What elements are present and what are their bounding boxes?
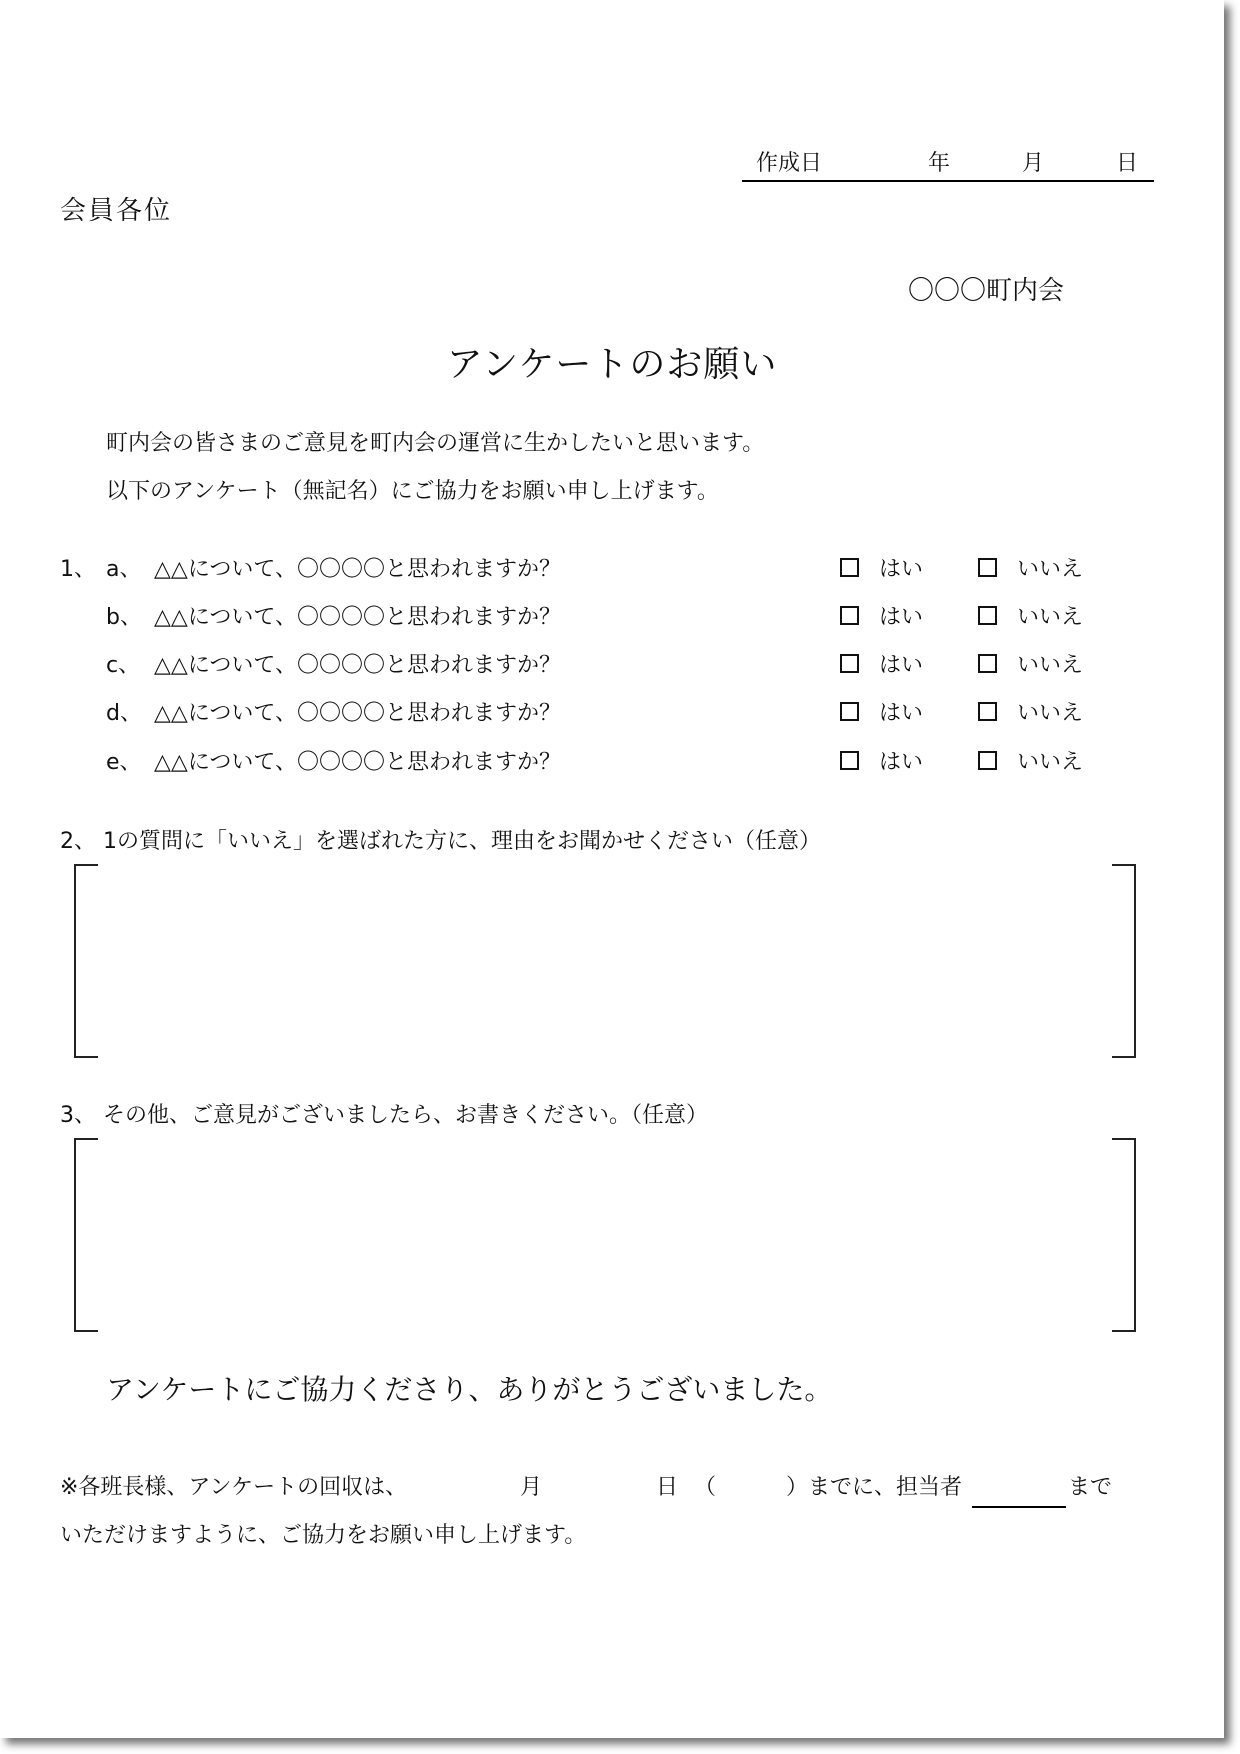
yes-option[interactable]: [840, 745, 923, 776]
yes-label: はい: [879, 750, 924, 775]
note-by: ）までに、担当者: [786, 1475, 963, 1500]
creation-date-line: [742, 142, 1154, 182]
checkbox-yes[interactable]: [840, 558, 859, 577]
intro-line-2: 以下のアンケート（無記名）にご協力をお願い申し上げます。: [106, 479, 719, 504]
note-prefix: ※各班長様、アンケートの回収は、: [60, 1475, 408, 1500]
question-letter: a、: [106, 557, 142, 582]
question-number: 1、: [60, 557, 96, 582]
bracket-right: [1112, 1138, 1136, 1332]
thanks-message: アンケートにご協力くださり、ありがとうございました。: [106, 1373, 833, 1406]
no-option[interactable]: [978, 648, 1083, 679]
yes-label: はい: [879, 653, 924, 678]
question-letter: b、: [106, 605, 142, 630]
yes-label: はい: [879, 605, 924, 630]
question-row-e: [60, 745, 1180, 779]
no-label: いいえ: [1017, 701, 1084, 726]
no-label: いいえ: [1017, 605, 1084, 630]
yes-option[interactable]: [840, 600, 923, 631]
yes-option[interactable]: [840, 696, 923, 727]
yes-option[interactable]: [840, 648, 923, 679]
addressee: 会員各位: [60, 196, 173, 226]
no-label: いいえ: [1017, 653, 1084, 678]
question-letter: e、: [106, 750, 142, 775]
question-row-b: [60, 600, 1180, 634]
question-row-c: [60, 648, 1180, 682]
question-letter: c、: [106, 653, 141, 678]
checkbox-no[interactable]: [978, 558, 997, 577]
checkbox-no[interactable]: [978, 751, 997, 770]
yes-label: はい: [879, 557, 924, 582]
bracket-right: [1112, 864, 1136, 1058]
month-label: 月: [1022, 151, 1045, 176]
no-label: いいえ: [1017, 750, 1084, 775]
organization-name: 〇〇〇町内会: [908, 276, 1065, 306]
note-line-2: いただけますように、ご協力をお願い申し上げます。: [60, 1523, 587, 1548]
yes-option[interactable]: [840, 552, 923, 583]
page-title: アンケートのお願い: [446, 344, 778, 385]
bracket-left: [74, 1138, 98, 1332]
question-3-label: 3、 その他、ご意見がございましたら、お書きください。（任意）: [60, 1103, 708, 1128]
checkbox-no[interactable]: [978, 654, 997, 673]
no-option[interactable]: [978, 745, 1083, 776]
question-row-a: [60, 552, 1180, 586]
question-2-label: 2、 1の質問に「いいえ」を選ばれた方に、理由をお聞かせください（任意）: [60, 829, 821, 854]
note-day: 日: [656, 1475, 679, 1500]
intro-line-1: 町内会の皆さまのご意見を町内会の運営に生かしたいと思います。: [106, 431, 765, 456]
person-in-charge-blank[interactable]: [972, 1506, 1066, 1508]
checkbox-yes[interactable]: [840, 606, 859, 625]
question-text: △△について、〇〇〇〇と思われますか？: [154, 701, 561, 726]
day-label: 日: [1116, 151, 1139, 176]
checkbox-no[interactable]: [978, 702, 997, 721]
question-letter: d、: [106, 701, 142, 726]
yes-label: はい: [879, 701, 924, 726]
checkbox-yes[interactable]: [840, 654, 859, 673]
note-month: 月: [520, 1475, 543, 1500]
year-label: 年: [928, 151, 951, 176]
no-option[interactable]: [978, 696, 1083, 727]
no-option[interactable]: [978, 600, 1083, 631]
question-row-d: [60, 696, 1180, 730]
question-text: △△について、〇〇〇〇と思われますか？: [154, 605, 561, 630]
note-made: まで: [1068, 1475, 1113, 1500]
no-label: いいえ: [1017, 557, 1084, 582]
no-option[interactable]: [978, 552, 1083, 583]
note-paren-open: （: [694, 1475, 717, 1500]
question-text: △△について、〇〇〇〇と思われますか？: [154, 750, 561, 775]
question-text: △△について、〇〇〇〇と思われますか？: [154, 653, 561, 678]
checkbox-no[interactable]: [978, 606, 997, 625]
bracket-left: [74, 864, 98, 1058]
checkbox-yes[interactable]: [840, 702, 859, 721]
question-text: △△について、〇〇〇〇と思われますか？: [154, 557, 561, 582]
checkbox-yes[interactable]: [840, 751, 859, 770]
date-label: 作成日: [756, 151, 823, 176]
